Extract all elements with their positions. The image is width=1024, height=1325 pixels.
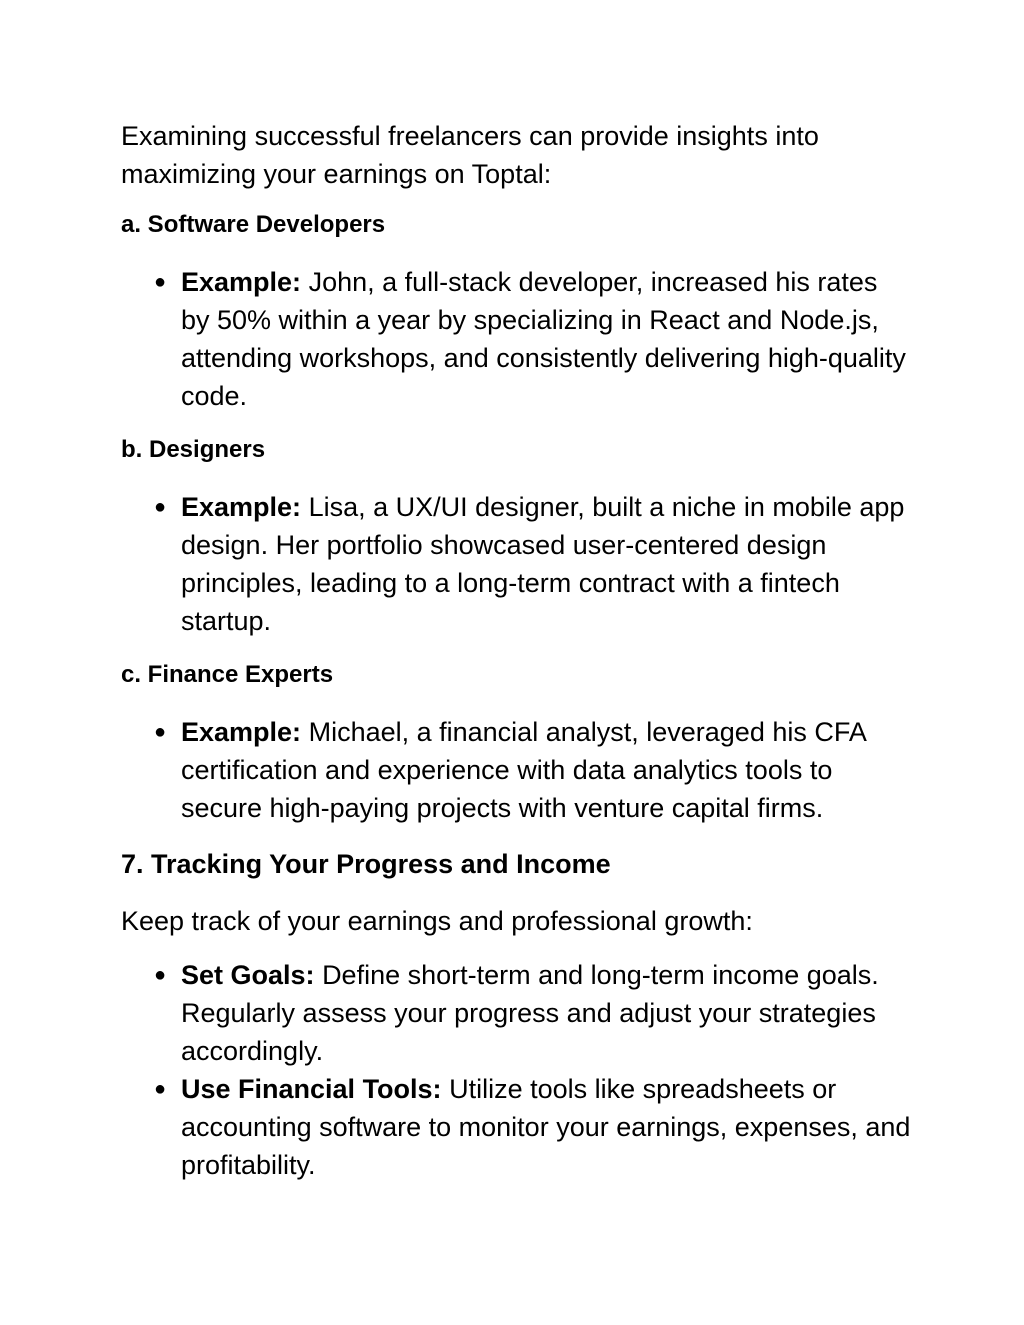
bullet-icon: ●: [154, 271, 167, 293]
subheading-designers: b. Designers: [121, 436, 266, 463]
bullet-icon: ●: [154, 1078, 167, 1100]
bullet-icon: ●: [154, 496, 167, 518]
intro-paragraph: Examining successful freelancers can provide insights into maximizing your earnings on Toptal:: [121, 121, 819, 189]
document-page: [121, 117, 911, 1204]
bullet-icon: ●: [154, 721, 167, 743]
bullet-text: John, a full-stack developer, increased his rates by 50% within a year by specializing in React and Node.js, attending workshops, and consistently delivering high-quality code.: [181, 267, 906, 411]
list-item: [121, 1070, 911, 1184]
bullet-label: Example:: [181, 267, 302, 297]
bullet-list-finance-experts: [121, 713, 911, 827]
subheading-software-developers: a. Software Developers: [121, 211, 386, 238]
section-title-tracking: 7. Tracking Your Progress and Income: [121, 849, 611, 879]
bullet-list-tracking: [121, 956, 911, 1184]
bullet-label: Example:: [181, 717, 302, 747]
list-item: [121, 263, 911, 415]
bullet-text: Lisa, a UX/UI designer, built a niche in mobile app design. Her portfolio showcased user-centered design principles, leading to a long-term contract with a fintech startup.: [181, 492, 905, 636]
bullet-text: Utilize tools like spreadsheets or accounting software to monitor your earnings, expenses, and profitability.: [181, 1074, 911, 1180]
list-item: [121, 488, 911, 640]
subheading-finance-experts: c. Finance Experts: [121, 661, 334, 688]
list-item: [121, 956, 911, 1070]
list-item: [121, 713, 911, 827]
bullet-text: Michael, a financial analyst, leveraged his CFA certification and experience with data analytics tools to secure high-paying projects with venture capital firms.: [181, 717, 866, 823]
bullet-label: Set Goals:: [181, 960, 315, 990]
bullet-list-designers: [121, 488, 911, 640]
bullet-list-software-developers: [121, 263, 911, 415]
bullet-icon: ●: [154, 964, 167, 986]
bullet-label: Use Financial Tools:: [181, 1074, 442, 1104]
bullet-text: Define short-term and long-term income goals. Regularly assess your progress and adjust your strategies accordingly.: [181, 960, 879, 1066]
bullet-label: Example:: [181, 492, 302, 522]
tracking-intro: Keep track of your earnings and professional growth:: [121, 906, 753, 936]
